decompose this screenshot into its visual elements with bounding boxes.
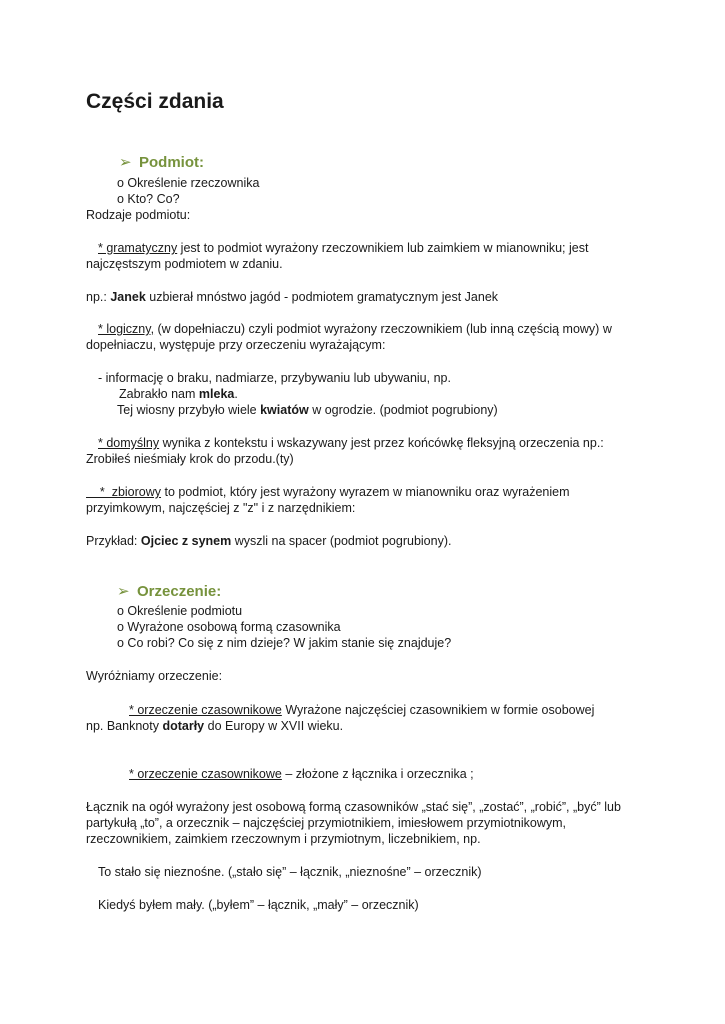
- bold-text: Janek: [110, 290, 146, 304]
- paragraph: [86, 533, 451, 549]
- paragraph: przyimkowym, najczęściej z "z" i z narzędnikiem:: [86, 501, 356, 515]
- example-line: To stało się nieznośne. („stało się” – łącznik, „nieznośne” – orzecznik): [98, 865, 482, 879]
- example-line: [119, 386, 238, 402]
- term-label: * domyślny: [98, 436, 160, 450]
- bold-text: kwiatów: [260, 403, 309, 417]
- paragraph-text: (w dopełniaczu) czyli podmiot wyrażony rzeczownikiem (lub inną częścią mowy) w: [154, 322, 612, 336]
- section-heading-orzeczenie: [117, 582, 221, 602]
- bold-text: mleka: [198, 387, 235, 401]
- paragraph: [98, 240, 588, 256]
- paragraph: [129, 702, 594, 718]
- arrow-bullet-icon: ➢: [117, 583, 130, 600]
- text: np. Banknoty: [86, 719, 163, 733]
- list-item: o Określenie rzeczownika: [117, 176, 260, 190]
- paragraph: Zrobiłeś nieśmiały krok do przodu.(ty): [86, 452, 294, 466]
- paragraph: [86, 484, 570, 500]
- example-line: Kiedyś byłem mały. („byłem” – łącznik, „mały” – orzecznik): [98, 898, 419, 912]
- term-label: * gramatyczny: [98, 241, 178, 255]
- paragraph: rzeczownikiem, zaimkiem rzeczownym i przymiotnym, liczebnikiem, np.: [86, 832, 481, 846]
- text: w ogrodzie. (podmiot pogrubiony): [308, 403, 498, 417]
- text: do Europy w XVII wieku.: [204, 719, 344, 733]
- paragraph: Rodzaje podmiotu:: [86, 208, 191, 222]
- example-line: [86, 718, 343, 734]
- heading-text: Podmiot:: [139, 154, 204, 171]
- example-line: [117, 402, 498, 418]
- paragraph: Łącznik na ogół wyrażony jest osobową formą czasowników „stać się”, „zostać”, „robić”, „być” lub: [86, 800, 621, 814]
- heading-text: Orzeczenie:: [137, 583, 222, 600]
- text: Zabrakło nam: [119, 387, 199, 401]
- paragraph: [98, 321, 612, 337]
- paragraph: dopełniaczu, występuje przy orzeczeniu wyrażającym:: [86, 338, 386, 352]
- paragraph-text: wynika z kontekstu i wskazywany jest przez końcówkę fleksyjną orzeczenia np.:: [159, 436, 604, 450]
- paragraph: Wyróżniamy orzeczenie:: [86, 669, 223, 683]
- paragraph: najczęstszym podmiotem w zdaniu.: [86, 257, 283, 271]
- bold-text: Ojciec z synem: [140, 534, 232, 548]
- list-item: o Wyrażone osobową formą czasownika: [117, 620, 341, 634]
- term-label: * orzeczenie czasownikowe: [129, 703, 282, 717]
- paragraph-text: to podmiot, który jest wyrażony wyrazem w mianowniku oraz wyrażeniem: [161, 485, 570, 499]
- paragraph: [129, 766, 474, 782]
- paragraph-text: Wyrażone najczęściej czasownikiem w formie osobowej: [281, 703, 595, 717]
- list-item: o Co robi? Co się z nim dzieje? W jakim stanie się znajduje?: [117, 636, 452, 650]
- text: np.:: [86, 290, 111, 304]
- paragraph-text: jest to podmiot wyrażony rzeczownikiem lub zaimkiem w mianowniku; jest: [177, 241, 589, 255]
- paragraph: [98, 435, 604, 451]
- page-title: Części zdania: [86, 90, 224, 113]
- text: wyszli na spacer (podmiot pogrubiony).: [231, 534, 452, 548]
- text: Tej wiosny przybyło wiele: [117, 403, 261, 417]
- bold-text: dotarły: [162, 719, 205, 733]
- term-label: * zbiorowy: [86, 485, 162, 499]
- text: .: [234, 387, 238, 401]
- text: uzbierał mnóstwo jagód - podmiotem gramatycznym jest Janek: [145, 290, 499, 304]
- paragraph: [86, 289, 498, 305]
- paragraph: partykułą „to”, a orzecznik – najczęściej przymiotnikiem, imiesłowem przymiotnikowym,: [86, 816, 566, 830]
- term-label: * orzeczenie czasownikowe: [129, 767, 282, 781]
- term-label: * logiczny,: [98, 322, 155, 336]
- paragraph: - informację o braku, nadmiarze, przybywaniu lub ubywaniu, np.: [98, 371, 451, 385]
- paragraph-text: – złożone z łącznika i orzecznika ;: [281, 767, 474, 781]
- text: Przykład:: [86, 534, 141, 548]
- section-heading-podmiot: [119, 153, 204, 173]
- arrow-bullet-icon: ➢: [119, 154, 132, 171]
- list-item: o Kto? Co?: [117, 192, 180, 206]
- list-item: o Określenie podmiotu: [117, 604, 243, 618]
